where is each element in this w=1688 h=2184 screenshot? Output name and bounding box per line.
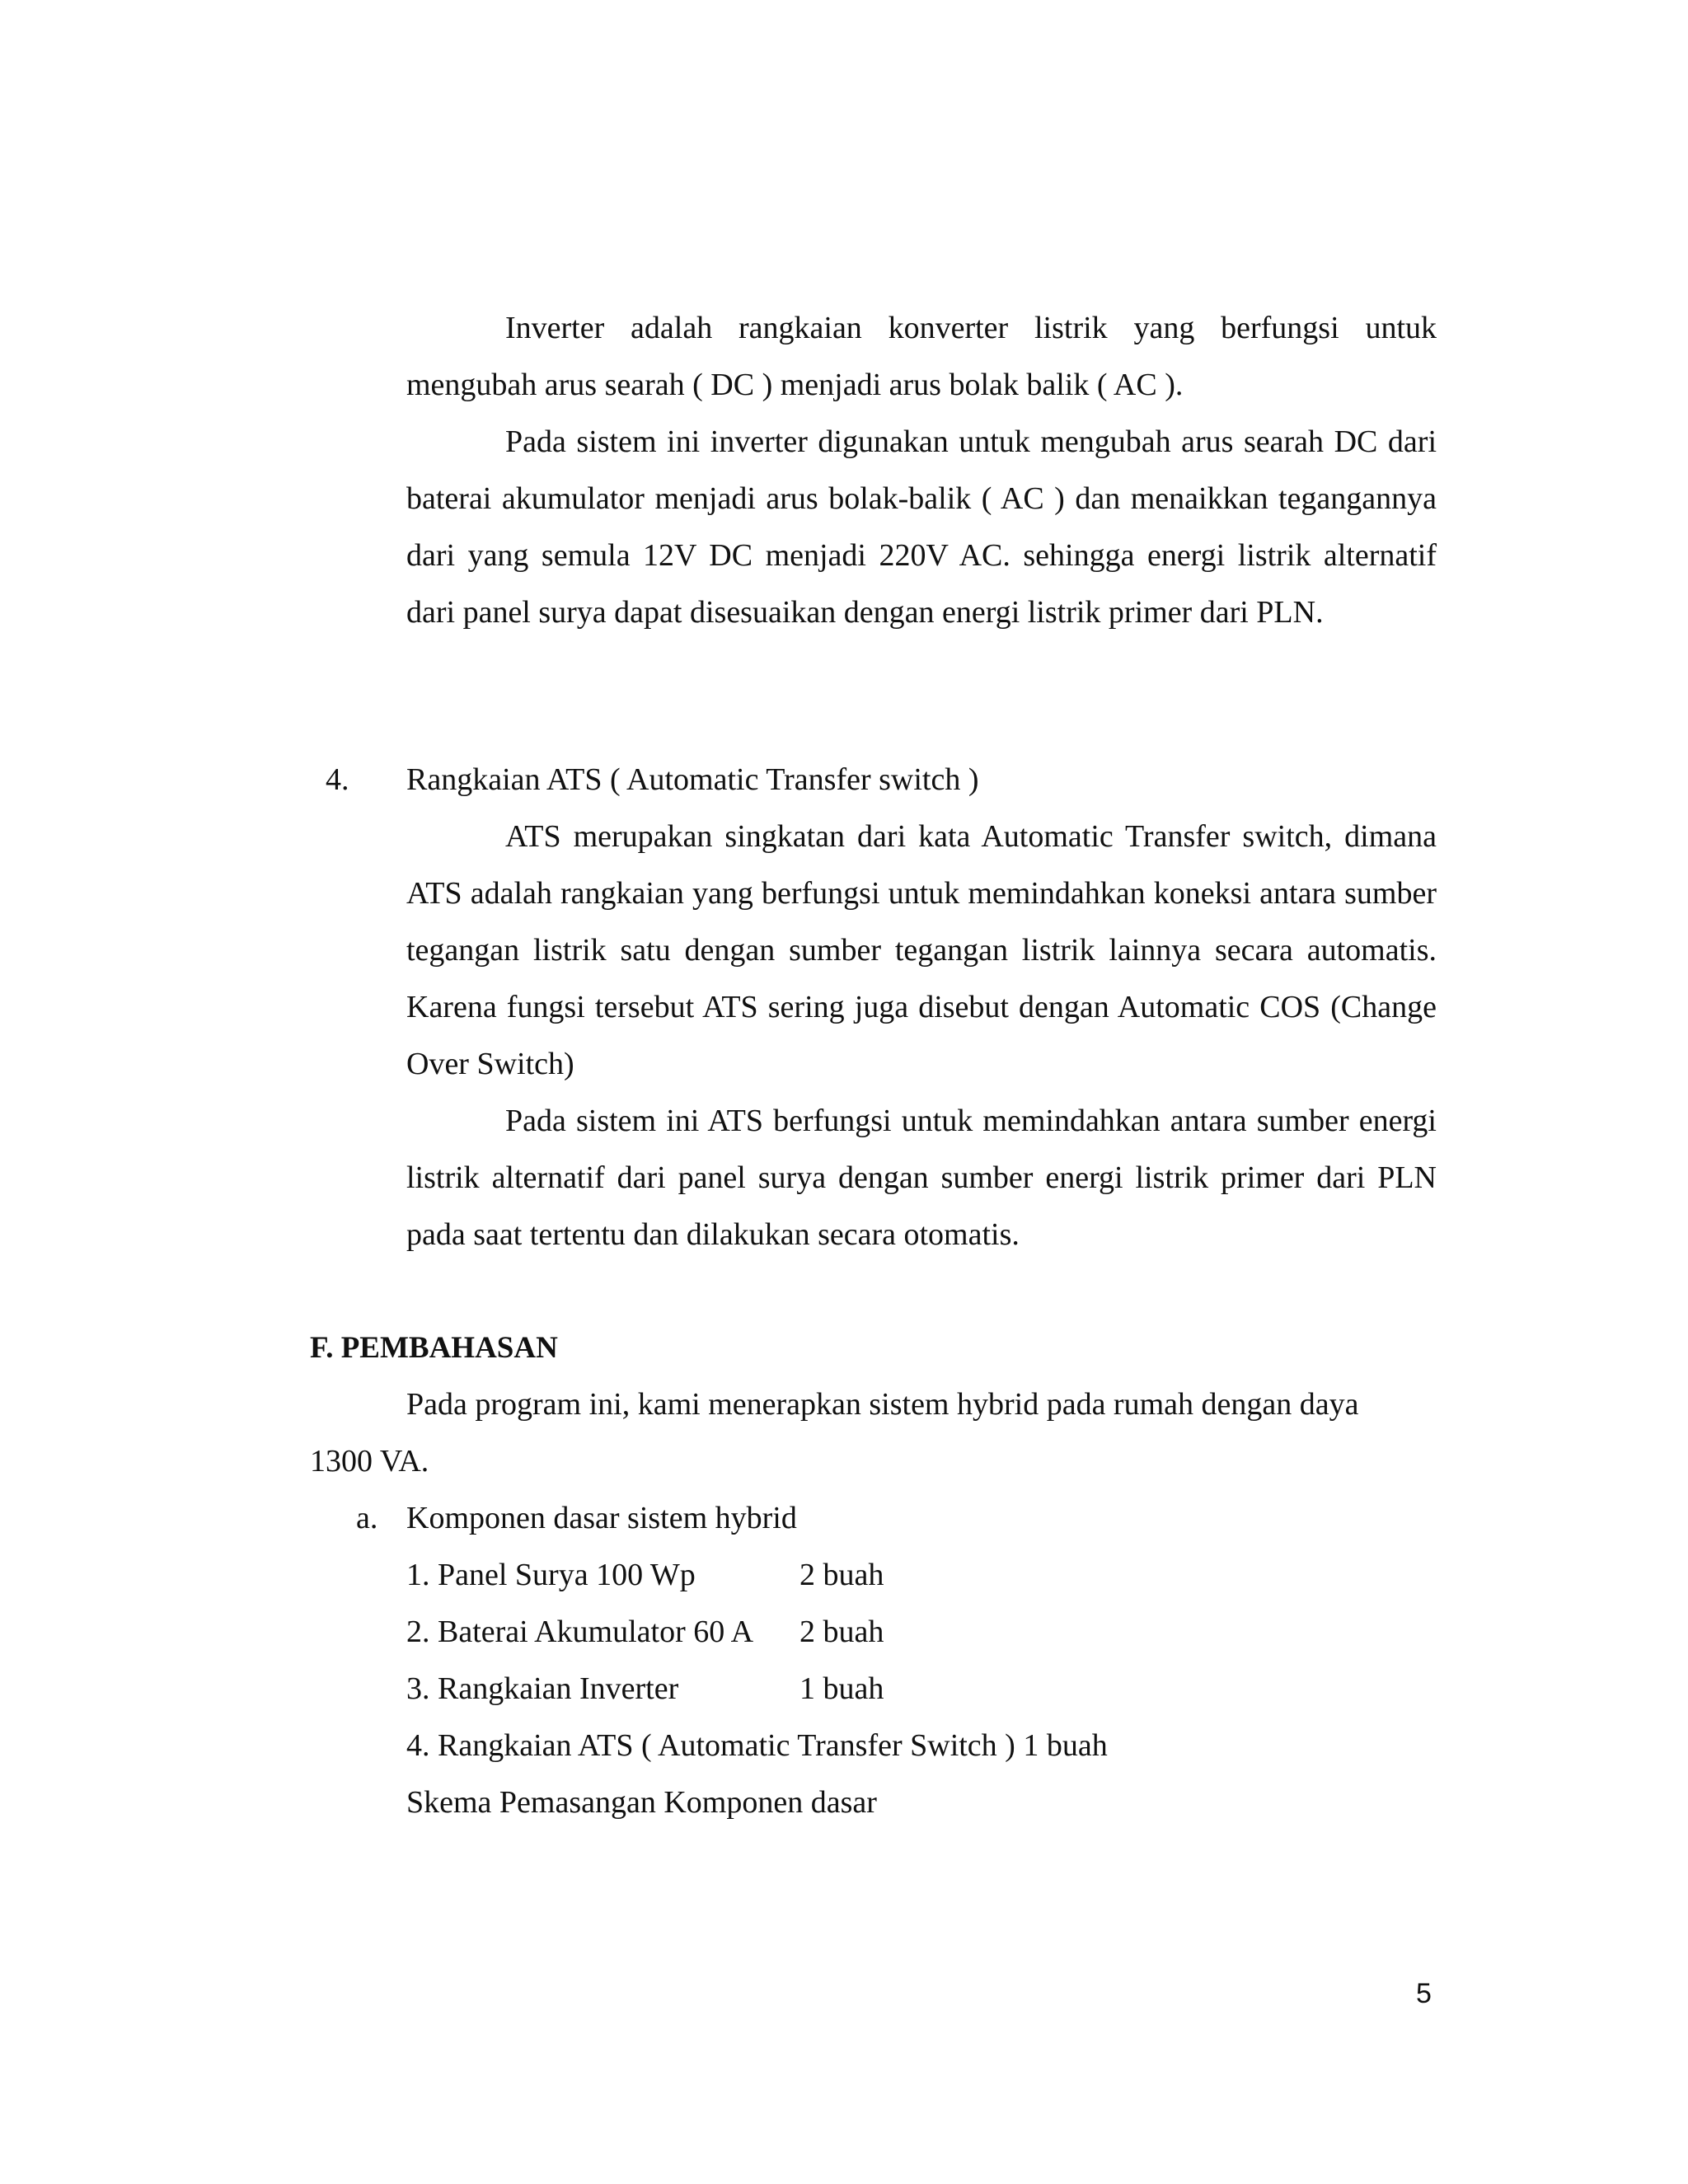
- subsection-marker: a.: [356, 1501, 378, 1535]
- scheme-label: Skema Pemasangan Komponen dasar: [406, 1785, 877, 1820]
- component-qty: 2 buah: [799, 1615, 884, 1649]
- component-qty: 2 buah: [799, 1558, 884, 1592]
- section-heading-pembahasan: F. PEMBAHASAN: [310, 1331, 558, 1365]
- ats-section-title: Rangkaian ATS ( Automatic Transfer switch ): [406, 762, 979, 797]
- ats-paragraph-1: ATS merupakan singkatan dari kata Automatic Transfer switch, dimana ATS adalah rangkaian yang berfungsi untuk memindahkan koneksi antara sumber tegangan listrik satu dengan sumber tegangan listrik lainnya secara automatis. Karena fungsi tersebut ATS sering juga disebut dengan Automatic COS (Change Over Switch): [406, 819, 1437, 1081]
- component-name: 3. Rangkaian Inverter: [406, 1671, 679, 1706]
- page-number: 5: [1416, 1978, 1432, 2009]
- pembahasan-intro-line-2: 1300 VA.: [310, 1444, 429, 1479]
- component-line-4: 4. Rangkaian ATS ( Automatic Transfer Switch ) 1 buah: [406, 1728, 1108, 1763]
- inverter-paragraph-1: Inverter adalah rangkaian konverter listrik yang berfungsi untuk mengubah arus searah ( DC ) menjadi arus bolak balik ( AC ).: [406, 311, 1437, 402]
- ats-section-number: 4.: [326, 762, 349, 797]
- subsection-title: Komponen dasar sistem hybrid: [406, 1501, 797, 1535]
- pembahasan-intro-line-1: Pada program ini, kami menerapkan sistem hybrid pada rumah dengan daya: [406, 1387, 1359, 1422]
- ats-paragraph-2: Pada sistem ini ATS berfungsi untuk memindahkan antara sumber energi listrik alternatif dari panel surya dengan sumber energi listrik primer dari PLN pada saat tertentu dan dilakukan secara otomatis.: [406, 1104, 1437, 1252]
- component-name: 2. Baterai Akumulator 60 A: [406, 1615, 754, 1649]
- inverter-paragraph-2: Pada sistem ini inverter digunakan untuk mengubah arus searah DC dari baterai akumulator menjadi arus bolak-balik ( AC ) dan menaikkan tegangannya dari yang semula 12V DC menjadi 220V AC. sehingga energi listrik alternatif dari panel surya dapat disesuaikan dengan energi listrik primer dari PLN.: [406, 424, 1437, 630]
- component-qty: 1 buah: [799, 1671, 884, 1706]
- component-name: 1. Panel Surya 100 Wp: [406, 1558, 696, 1592]
